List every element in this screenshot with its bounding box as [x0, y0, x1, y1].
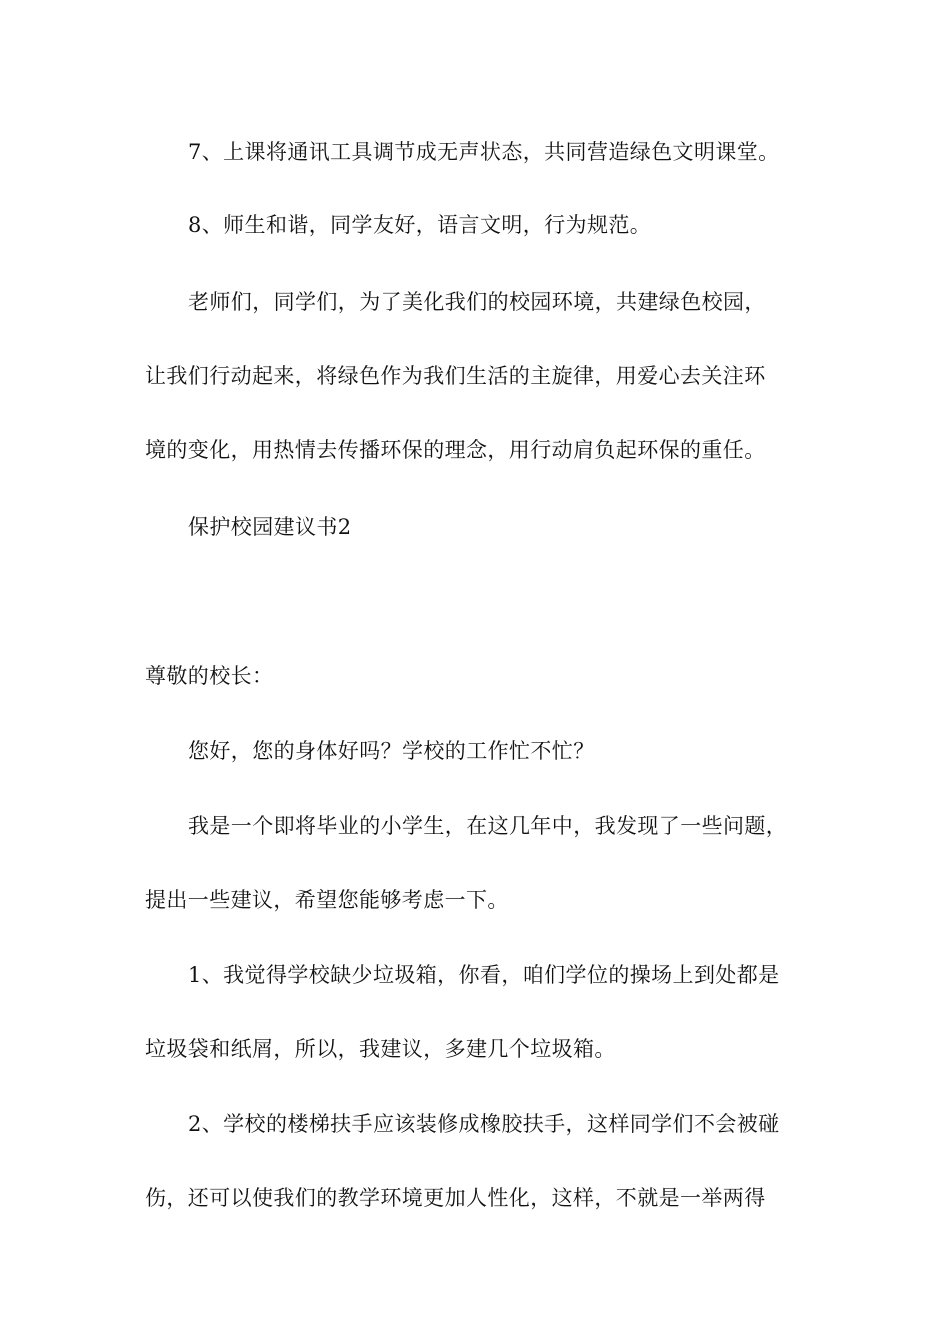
text-line: 老师们，同学们，为了美化我们的校园环境，共建绿色校园，: [188, 290, 766, 314]
text-line: 2、学校的楼梯扶手应该装修成橡胶扶手，这样同学们不会被碰: [188, 1112, 780, 1136]
text-line: 垃圾袋和纸屑，所以，我建议，多建几个垃圾箱。: [145, 1037, 616, 1061]
salutation: 尊敬的校长：: [145, 664, 274, 688]
section-title: 保护校园建议书2: [188, 515, 352, 539]
text-line: 让我们行动起来，将绿色作为我们生活的主旋律，用爱心去关注环: [145, 364, 766, 388]
text-line: 伤，还可以使我们的教学环境更加人性化，这样，不就是一举两得: [145, 1186, 766, 1210]
text-line: 1、我觉得学校缺少垃圾箱，你看，咱们学位的操场上到处都是: [188, 963, 780, 987]
text-line: 提出一些建议，希望您能够考虑一下。: [145, 888, 509, 912]
text-line: 境的变化，用热情去传播环保的理念，用行动肩负起环保的重任。: [145, 438, 766, 462]
text-line: 8、师生和谐，同学友好，语言文明，行为规范。: [188, 213, 652, 237]
text-line: 您好，您的身体好吗？学校的工作忙不忙？: [188, 739, 595, 763]
text-line: 7、上课将通讯工具调节成无声状态，共同营造绿色文明课堂。: [188, 140, 780, 164]
text-line: 我是一个即将毕业的小学生，在这几年中，我发现了一些问题，: [188, 814, 788, 838]
